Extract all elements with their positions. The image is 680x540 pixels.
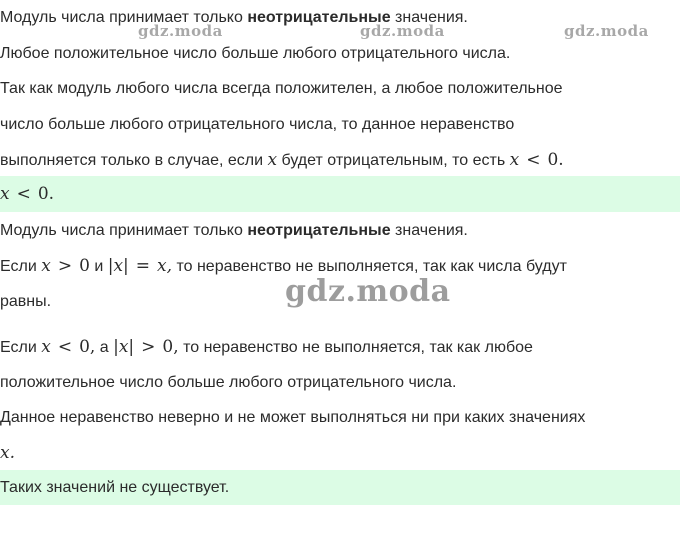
answer-highlight (0, 176, 680, 212)
statement-line: x. (0, 443, 15, 463)
statement-line: Модуль числа принимает только неотрицательные значения. (0, 9, 468, 26)
emphasis: неотрицательные (247, 9, 391, 26)
statement-line: Любое положительное число больше любого отрицательного числа. (0, 45, 511, 62)
watermark: gdz.moda (360, 22, 445, 40)
watermark: gdz.moda (285, 274, 451, 309)
statement-line: Если x < 0, а |x| > 0, то неравенство не выполняется, так как любое (0, 337, 533, 357)
statement-line: Так как модуль любого числа всегда положителен, а любое положительное (0, 80, 563, 97)
statement-line: Модуль числа принимает только неотрицательные значения. (0, 222, 468, 239)
statement-line: число больше любого отрицательного числа, то данное неравенство (0, 116, 515, 133)
statement-line: равны. (0, 293, 52, 310)
answer-highlight (0, 470, 680, 505)
statement-line: Данное неравенство неверно и не может выполняться ни при каких значениях (0, 409, 586, 426)
answer-formula: x < 0. (0, 184, 55, 204)
emphasis: неотрицательные (247, 222, 391, 239)
watermark: gdz.moda (138, 22, 223, 40)
answer-text: Таких значений не существует. (0, 479, 230, 496)
watermark: gdz.moda (564, 22, 649, 40)
statement-line: положительное число больше любого отрицательного числа. (0, 374, 457, 391)
statement-line: Если x > 0 и |x| = x, то неравенство не выполняется, так как числа будут (0, 256, 567, 276)
statement-line: выполняется только в случае, если x будет отрицательным, то есть x < 0. (0, 150, 564, 170)
